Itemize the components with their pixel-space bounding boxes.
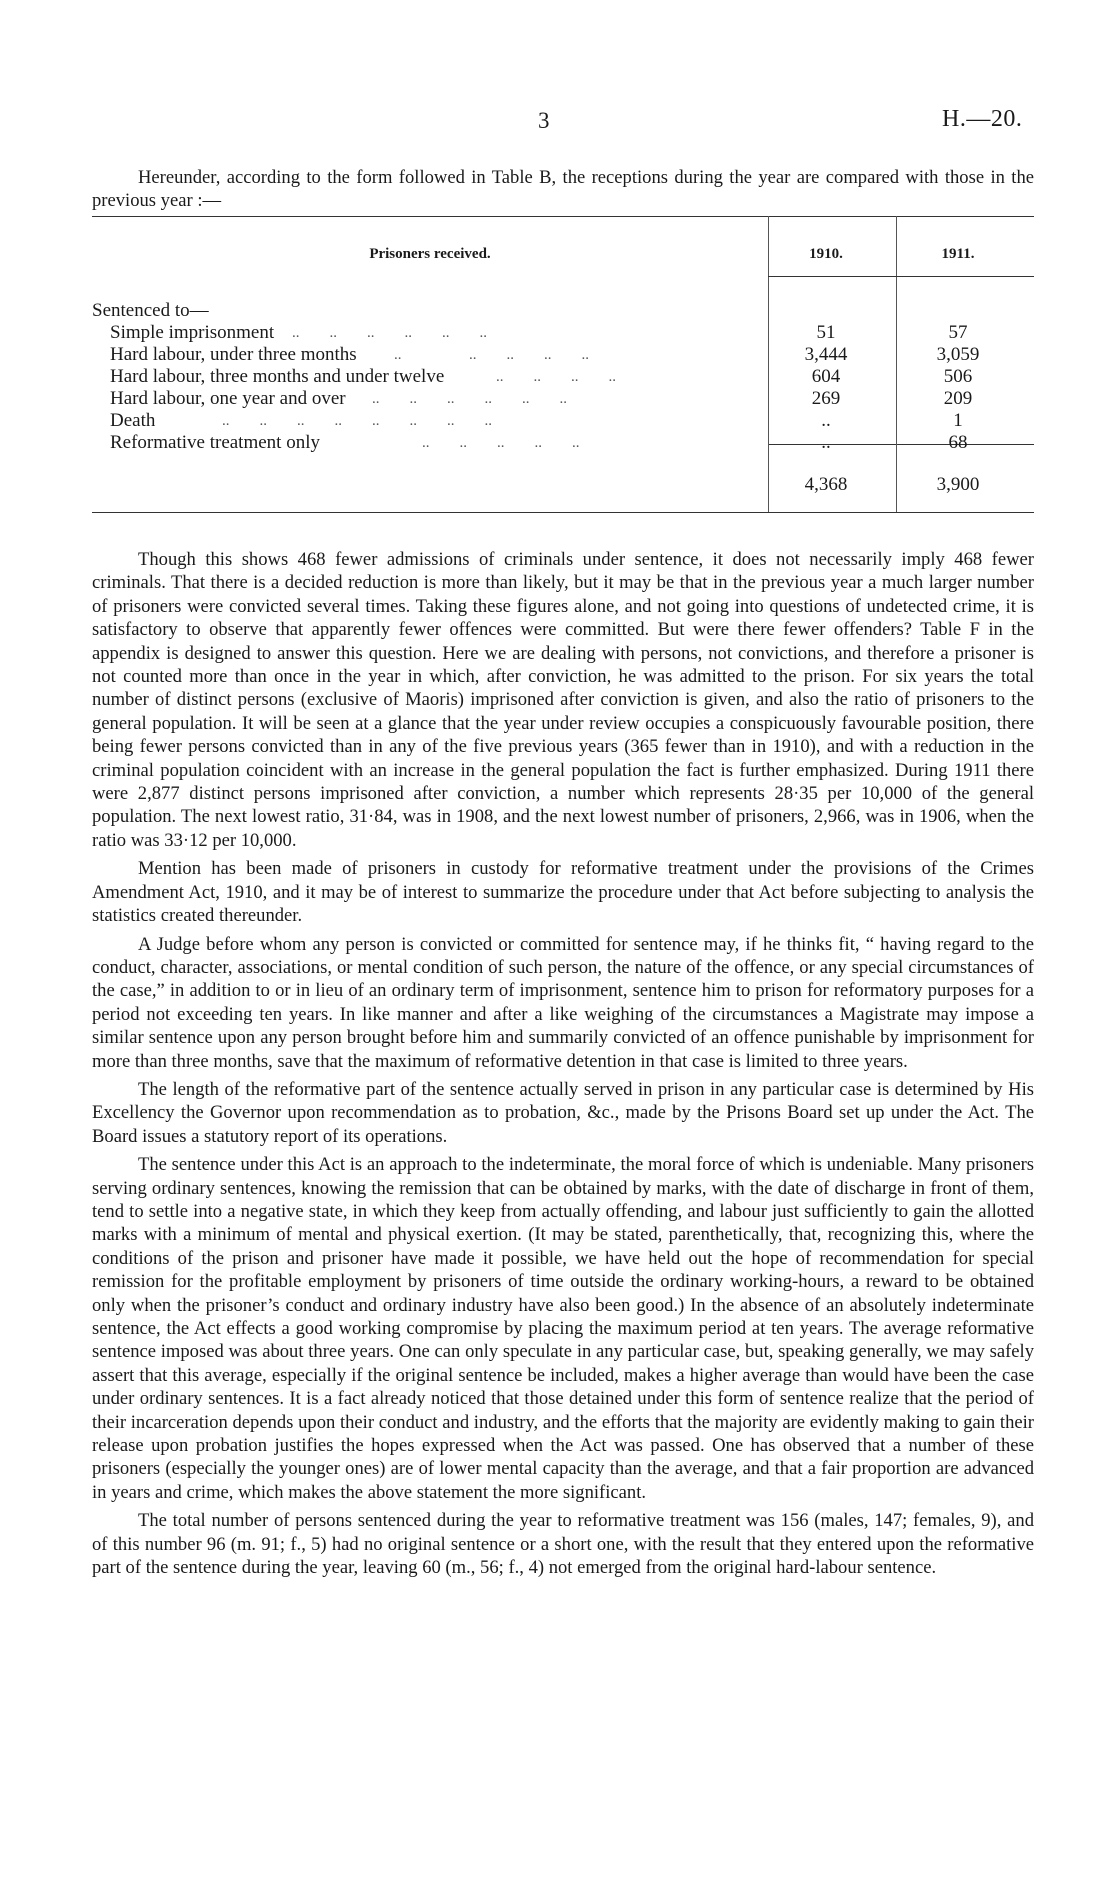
receptions-table [92, 216, 1034, 528]
value-1911: 209 [943, 388, 973, 409]
leader-dots: .. .. .. .. .. .. .. .. [222, 413, 492, 429]
totals-row [92, 474, 1034, 496]
document-reference: H.—20. [942, 106, 1023, 132]
paragraph: The length of the reformative part of the sentence actually served in prison in any particular case is determined by His Excellency the Governor upon recommendation as to probation, &c., made by the Prisons Board set up under the Act. The Board issues a statutory report of its operations. [92, 1078, 1034, 1147]
total-1911: 3,900 [936, 474, 980, 495]
value-1911: 1 [953, 410, 963, 431]
leader-dots: .. .. .. .. .. [422, 435, 580, 451]
table-top-rule [92, 216, 1034, 217]
value-1910: 269 [811, 388, 841, 409]
page-number: 3 [538, 108, 550, 133]
leader-dots: .. .. .. .. .. .. [372, 391, 567, 407]
row-label: Hard labour, under three months [110, 344, 357, 365]
table-row [92, 322, 1034, 344]
value-1911: 3,059 [936, 344, 980, 365]
value-1911: 68 [948, 432, 968, 453]
total-1910: 4,368 [804, 474, 848, 495]
value-1910: 604 [811, 366, 841, 387]
leader-dots: .. .. .. .. .. .. [292, 325, 487, 341]
value-1910: .. [821, 432, 831, 453]
row-label: Hard labour, three months and under twelve [110, 366, 445, 387]
paragraph: A Judge before whom any person is convicted or committed for sentence may, if he thinks fit, “ having regard to the conduct, character, associations, or mental condition of such person, the nature of the offence, or any special circumstances of the case,” in addition to or in lieu of an ordinary term of imprisonment, sentence him to prison for reformatory purposes for a period not exceeding ten years. In like manner and after a like weighing of the circumstances a Magistrate may impose a similar sentence upon any person brought before him and summarily convicted of an offence punishable by imprisonment for more than three months, save that the maximum of reformative detention in that case is limited to three years. [92, 933, 1034, 1072]
table-row [92, 388, 1034, 410]
column-header-prisoners: Prisoners received. [369, 246, 491, 262]
table-row [92, 366, 1034, 388]
section-label-row [92, 300, 1034, 322]
body-text [92, 548, 1034, 1584]
leader-dots: .. .. .. .. [496, 369, 616, 385]
table-row [92, 432, 1034, 454]
leader-dots: .. .. .. .. .. [394, 347, 589, 363]
value-1910: 51 [816, 322, 836, 343]
row-label: Death [110, 410, 156, 431]
row-label: Simple imprisonment [110, 322, 275, 343]
header-rule [768, 276, 1034, 277]
value-1911: 57 [948, 322, 968, 343]
paragraph: Mention has been made of prisoners in custody for reformative treatment under the provisions of the Crimes Amendment Act, 1910, and it may be of interest to summarize the procedure under that Act before subjecting to analysis the statistics created thereunder. [92, 858, 1034, 927]
value-1911: 506 [943, 366, 973, 387]
paragraph: Though this shows 468 fewer admissions of criminals under sentence, it does not necessarily imply 468 fewer criminals. That there is a decided reduction is more than likely, but it may be that in the previous year a much larger number of prisoners were convicted several times. Taking these figures alone, and not going into questions of undetected crime, it is satisfactory to observe that apparently fewer offences were committed. But were there fewer offenders? Table F in the appendix is designed to answer this question. Here we are dealing with persons, not convictions, and therefore a prisoner is not counted more than once in the year in which, after conviction, he was admitted to the prison. For six years the total number of distinct persons (exclusive of Maoris) imprisoned after conviction is given, and also the ratio of prisoners to the general population. It will be seen at a glance that the year under review occupies a conspicuously favourable position, there being fewer persons convicted than in any of the five previous years (365 fewer than in 1910), and with a reduction in the criminal population coincident with an increase in the general population the fact is further emphasized. During 1911 there were 2,877 distinct persons imprisoned after conviction, a number which represents 28·35 per 10,000 of the general population. The next lowest ratio, 31·84, was in 1908, and the next lowest number of prisoners, 2,966, was in 1906, when the ratio was 33·12 per 10,000. [92, 549, 1034, 851]
paragraph: The total number of persons sentenced during the year to reformative treatment was 156 (males, 147; females, 9), and of this number 96 (m. 91; f., 5) had no original sentence or a short one, with the result that they entered upon the reformative part of the sentence during the year, leaving 60 (m., 56; f., 4) not emerged from the original hard-labour sentence. [92, 1510, 1034, 1579]
intro-paragraph: Hereunder, according to the form followed in Table B, the receptions during the year are compared with those in the previous year :— [92, 167, 1034, 211]
column-header-1911: 1911. [941, 246, 975, 262]
paragraph: The sentence under this Act is an approach to the indeterminate, the moral force of which is undeniable. Many prisoners serving ordinary sentences, knowing the remission that can be obtained by marks, with the date of discharge in front of them, tend to settle into a negative state, in which they keep from actually offending, and labour just sufficiently to gain the allotted marks with a minimum of mental and physical exertion. (It may be stated, parenthetically, that, recognizing this, where the conditions of the prison and prisoner have made it possible, we have held out the hope of recommendation for special remission for the profitable employment by prisoners of time outside the ordinary working-hours, a reward to be obtained only when the prisoner’s conduct and ordinary industry have also been good.) In the absence of an absolutely indeterminate sentence, the Act effects a good working compromise by placing the maximum period at ten years. The average reformative sentence imposed was about three years. One can only speculate in any particular case, but, speaking generally, we may safely assert that this average, especially if the original sentence be included, makes a higher average than would have been the case under ordinary sentences. It is a fact already noticed that those detained under this form of sentence realize that the period of their incarceration depends upon their conduct and industry, and the efforts that the majority are evidently making to gain their release upon probation justifies the hopes expressed when the Act was passed. One has observed that a number of these prisoners (especially the younger ones) are of lower mental capacity than the average, and that a fair proportion are advanced in years and crime, which makes the above statement the more significant. [92, 1154, 1034, 1503]
value-1910: .. [821, 410, 831, 431]
table-row [92, 410, 1034, 432]
section-label: Sentenced to— [92, 300, 209, 321]
column-header-1910: 1910. [809, 246, 843, 262]
row-label: Hard labour, one year and over [110, 388, 346, 409]
value-1910: 3,444 [804, 344, 848, 365]
row-label: Reformative treatment only [110, 432, 320, 453]
table-row [92, 344, 1034, 366]
table-bottom-rule [92, 512, 1034, 513]
